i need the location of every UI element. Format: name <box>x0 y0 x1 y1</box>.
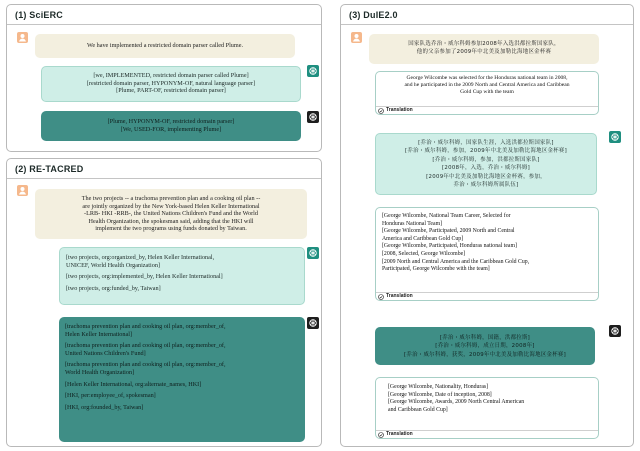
chatgpt-logo-icon <box>307 317 319 329</box>
triple-line: [trachoma prevention plan and cooking oil plan, org:member_of, <box>65 361 226 369</box>
translation-label: Translation <box>386 431 413 437</box>
panel-duie <box>340 4 634 447</box>
input-sentence: We have implemented a restricted domain parser called Plume. <box>86 42 244 49</box>
title-divider <box>341 24 633 25</box>
translation-line: [George Wilcombe, Participated, 2009 North and Central <box>382 228 515 235</box>
chatgpt-logo-icon <box>307 247 319 259</box>
translation-line: George Wilcombe was selected for the Honduras national team in 2008, <box>406 75 568 81</box>
input-cn-line: 国家队选乔治・威尔科姆参加2008年入选洪都拉斯国家队， <box>408 41 560 47</box>
translation-line: and he participated in the 2009 North and Central America and Caribbean <box>404 82 570 88</box>
triple-cn-line: [乔治・威尔科姆，国籍，洪都拉斯] <box>439 335 531 341</box>
triple-line: UNICEF, World Health Organization] <box>66 261 160 269</box>
triple-line: [restricted domain parser, HYPONYM-OF, natural language parser] <box>86 79 256 87</box>
panel-retacred <box>6 158 322 447</box>
input-line: are jointly organized by the New York-based Helen Keller International <box>82 202 260 210</box>
user-message <box>369 34 599 64</box>
check-circle-icon <box>378 294 384 300</box>
prompt-translation-box <box>375 207 599 301</box>
translation-line: [George Wilcombe, Participated, Honduras national team] <box>382 243 517 250</box>
chatgpt-logo-icon <box>307 65 319 77</box>
triple-cn-line: [乔治・威尔科姆，参加，2009年中北美及加勒比海地区金杯赛] <box>405 148 567 155</box>
translation-line: [2009 North and Central America and the Caribbean Gold Cup, <box>382 258 530 265</box>
answer-bubble <box>41 111 301 141</box>
input-line: Health Organization, the spokesman said, adding that the HKI will <box>88 217 254 225</box>
answer-bubble <box>375 327 595 365</box>
triple-line: [two projects, org:funded_by, Taiwan] <box>66 284 161 292</box>
input-cn-line: 他的父亲参加了2009年中北美及加勒比海地区金杯赛 <box>416 48 552 55</box>
translation-line: Participated, George Wilcombe with the team] <box>382 266 490 273</box>
title-divider <box>7 178 321 179</box>
translation-label: Translation <box>386 293 413 299</box>
answer-bubble <box>59 317 305 442</box>
answer-translation-box <box>375 377 599 439</box>
triple-line: [we, IMPLEMENTED, restricted domain parser called Plume] <box>93 72 249 79</box>
input-line: The two projects -- a trachoma prevention plan and a cooking oil plan -- <box>81 195 261 202</box>
input-line: implement the two programs using funds donated by Taiwan. <box>95 225 247 233</box>
user-message <box>35 189 307 239</box>
triple-line: [two projects, org:implemented_by, Helen Keller International] <box>66 273 223 281</box>
triple-line: [We, USED-FOR, implementing Plume] <box>120 125 222 133</box>
triple-line: [Plume, PART-OF, restricted domain parser] <box>116 87 226 95</box>
prompt-result-bubble <box>59 247 305 305</box>
translation-line: [George Wilcombe, National Team Career, Selected for <box>382 213 511 219</box>
triple-cn-line: [乔治・威尔科姆，参加，洪都拉斯国家队] <box>432 156 540 163</box>
triple-cn-line: [乔治・威尔科姆，成立日期，2008年] <box>435 343 535 350</box>
translation-line: [George Wilcombe, Nationality, Honduras] <box>388 384 489 390</box>
triple-cn-line: [乔治・威尔科姆，获奖，2009年中北美及加勒比海地区金杯赛] <box>404 351 566 358</box>
panel-title-duie: (3) DuIE2.0 <box>349 10 398 20</box>
triple-cn-line: [2009年中北美及加勒比海地区金杯赛，参加， <box>426 173 546 180</box>
user-avatar-icon <box>17 185 28 196</box>
triple-line: World Health Organization] <box>65 368 135 376</box>
translation-line: [George Wilcombe, Awards, 2009 North Central American <box>388 399 525 406</box>
user-avatar-icon <box>351 32 362 43</box>
chatgpt-logo-icon <box>609 131 621 143</box>
user-message <box>35 34 295 58</box>
translation-bar <box>376 430 598 438</box>
panel-title-retacred: (2) RE-TACRED <box>15 164 84 174</box>
user-avatar-icon <box>17 32 28 43</box>
check-circle-icon <box>378 432 384 438</box>
translation-line: [2008, Selected, George Wilcombe] <box>382 250 466 257</box>
triple-cn-line: [2008年，入选，乔治・威尔科姆] <box>441 165 530 172</box>
translation-line: Gold Cup with the team <box>460 89 514 95</box>
panel-title-scierc: (1) SciERC <box>15 10 64 20</box>
panel-scierc <box>6 4 322 152</box>
translation-bar <box>376 106 598 114</box>
title-divider <box>7 24 321 25</box>
triple-line: [HKI, org:founded_by, Taiwan] <box>65 403 144 411</box>
check-circle-icon <box>378 108 384 114</box>
translation-line: Honduras National Team] <box>382 220 443 227</box>
input-line: -LRB- HKI -RRB-, the United Nations Children's Fund and the World <box>84 210 258 218</box>
triple-line: Helen Keller International] <box>65 330 132 338</box>
chatgpt-logo-icon <box>609 325 621 337</box>
translation-line: and Caribbean Gold Cup] <box>388 406 448 413</box>
triple-cn-line: 乔治・威尔科姆所属队伍] <box>453 182 519 189</box>
triple-line: United Nations Children's Fund] <box>65 349 146 357</box>
translation-bar <box>376 292 598 300</box>
translation-line: [George Wilcombe, Date of inception, 2008] <box>388 391 492 398</box>
prompt-result-bubble <box>375 133 597 195</box>
input-translation-box <box>375 71 599 115</box>
triple-line: [HKI, per:employee_of, spokesman] <box>65 392 156 400</box>
triple-line: [trachoma prevention plan and cooking oil plan, org:member_of, <box>65 342 226 350</box>
chatgpt-logo-icon <box>307 111 319 123</box>
triple-line: [Plume, HYPONYM-OF, restricted domain parser] <box>107 118 235 125</box>
prompt-result-bubble <box>41 66 301 102</box>
triple-line: [two projects, org:organized_by, Helen Keller International, <box>66 254 215 261</box>
translation-line: America and Caribbean Gold Cup] <box>382 235 464 242</box>
triple-line: [trachoma prevention plan and cooking oil plan, org:member_of, <box>65 323 226 330</box>
translation-label: Translation <box>386 107 413 113</box>
triple-line: [Helen Keller International, org:alternate_names, HKI] <box>65 380 202 388</box>
triple-cn-line: [乔治・威尔科姆，国家队生涯，入选洪都拉斯国家队] <box>418 140 554 146</box>
